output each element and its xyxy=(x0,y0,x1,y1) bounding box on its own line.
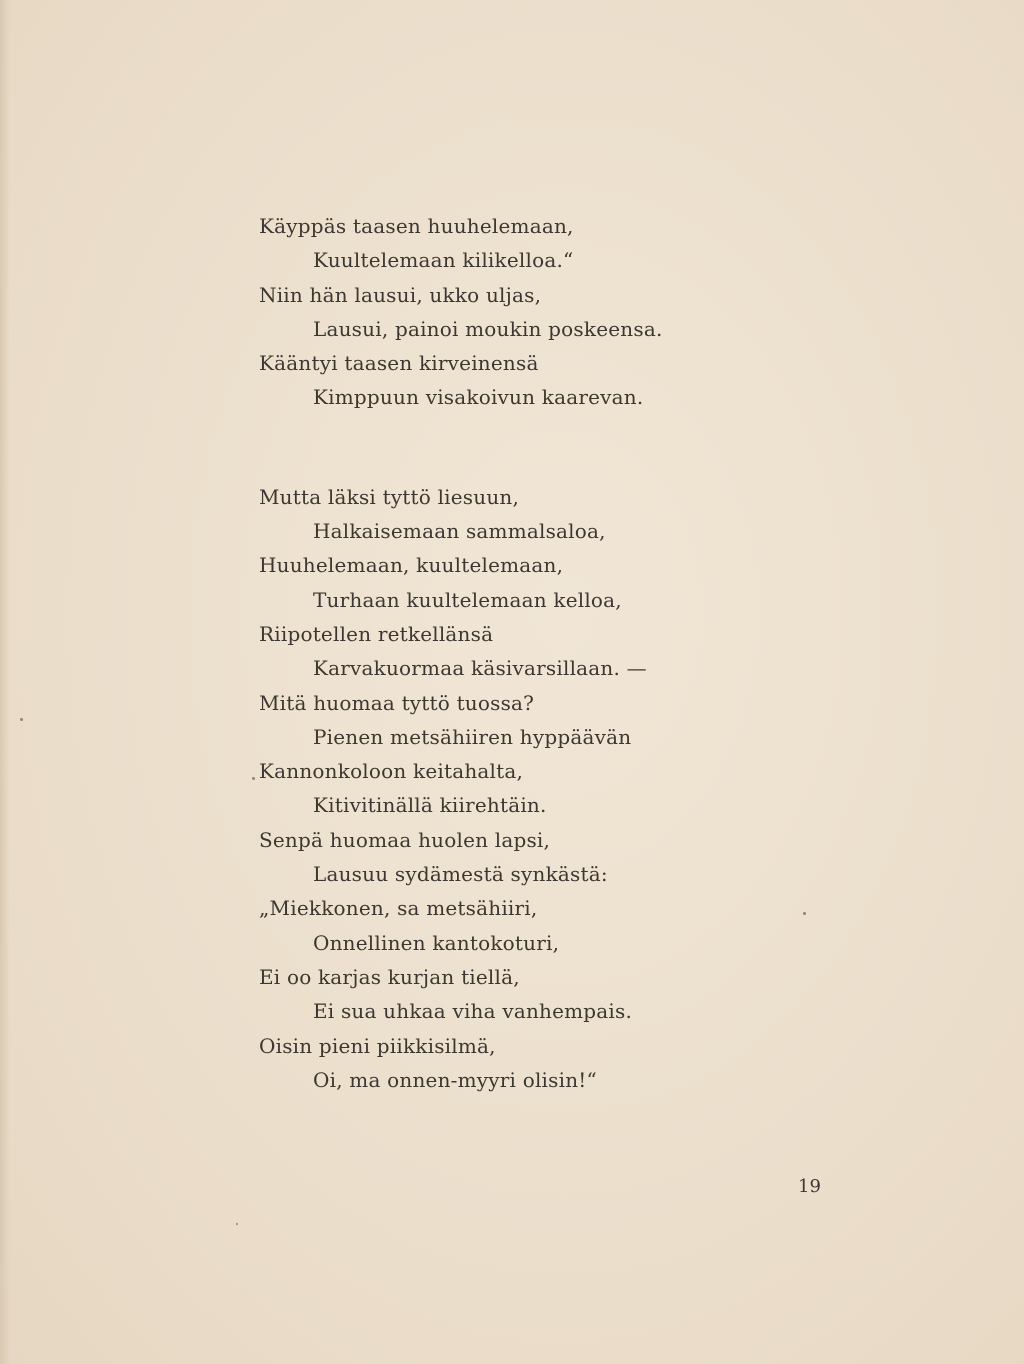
verse-line: „Miekkonen, sa metsähiiri, xyxy=(259,896,538,921)
verse-line: Ei oo karjas kurjan tiellä, xyxy=(259,964,520,989)
verse-line: Riipotellen retkellänsä xyxy=(259,621,494,646)
verse-line: Senpä huomaa huolen lapsi, xyxy=(259,827,551,852)
verse-line: Niin hän lausui, ukko uljas, xyxy=(259,282,542,307)
verse-line: Mutta läksi tyttö liesuun, xyxy=(259,484,520,509)
verse-line: Kannonkoloon keitahalta, xyxy=(259,759,524,784)
verse-line: Turhaan kuultelemaan kelloa, xyxy=(313,587,622,612)
verse-line: Onnellinen kantokoturi, xyxy=(313,930,560,955)
stanza-2 xyxy=(259,480,859,1097)
verse-line: Kuultelemaan kilikelloa.“ xyxy=(313,248,574,273)
paper-speck xyxy=(803,912,806,915)
verse-line: Kääntyi taasen kirveinensä xyxy=(259,351,539,376)
verse-line: Oisin pieni piikkisilmä, xyxy=(259,1033,496,1058)
verse-line: Lausui, painoi moukin poskeensa. xyxy=(313,316,663,341)
verse-line: Ei sua uhkaa viha vanhempais. xyxy=(313,999,633,1024)
paper-speck xyxy=(20,718,23,721)
verse-line: Oi, ma onnen-myyri olisin!“ xyxy=(313,1067,597,1092)
page-number: 19 xyxy=(798,1176,821,1197)
verse-line: Halkaisemaan sammalsaloa, xyxy=(313,519,606,544)
verse-line: Lausuu sydämestä synkästä: xyxy=(313,862,608,887)
verse-line: Käyppäs taasen huuhelemaan, xyxy=(259,214,574,238)
stanza-break xyxy=(259,415,859,480)
verse-line: Kitivitinällä kiirehtäin. xyxy=(313,793,547,818)
stanza-1 xyxy=(259,209,859,415)
page-edge-shading xyxy=(0,0,10,1364)
paper-speck xyxy=(252,777,255,780)
verse-line: Huuhelemaan, kuultelemaan, xyxy=(259,553,564,578)
verse-line: Mitä huomaa tyttö tuossa? xyxy=(259,690,535,715)
verse-line: Kimppuun visakoivun kaarevan. xyxy=(313,385,644,410)
verse-line: Karvakuormaa käsivarsillaan. — xyxy=(313,656,647,681)
verse-line: Pienen metsähiiren hyppäävän xyxy=(313,724,632,749)
poem-text xyxy=(259,209,859,1097)
paper-speck xyxy=(236,1223,238,1225)
